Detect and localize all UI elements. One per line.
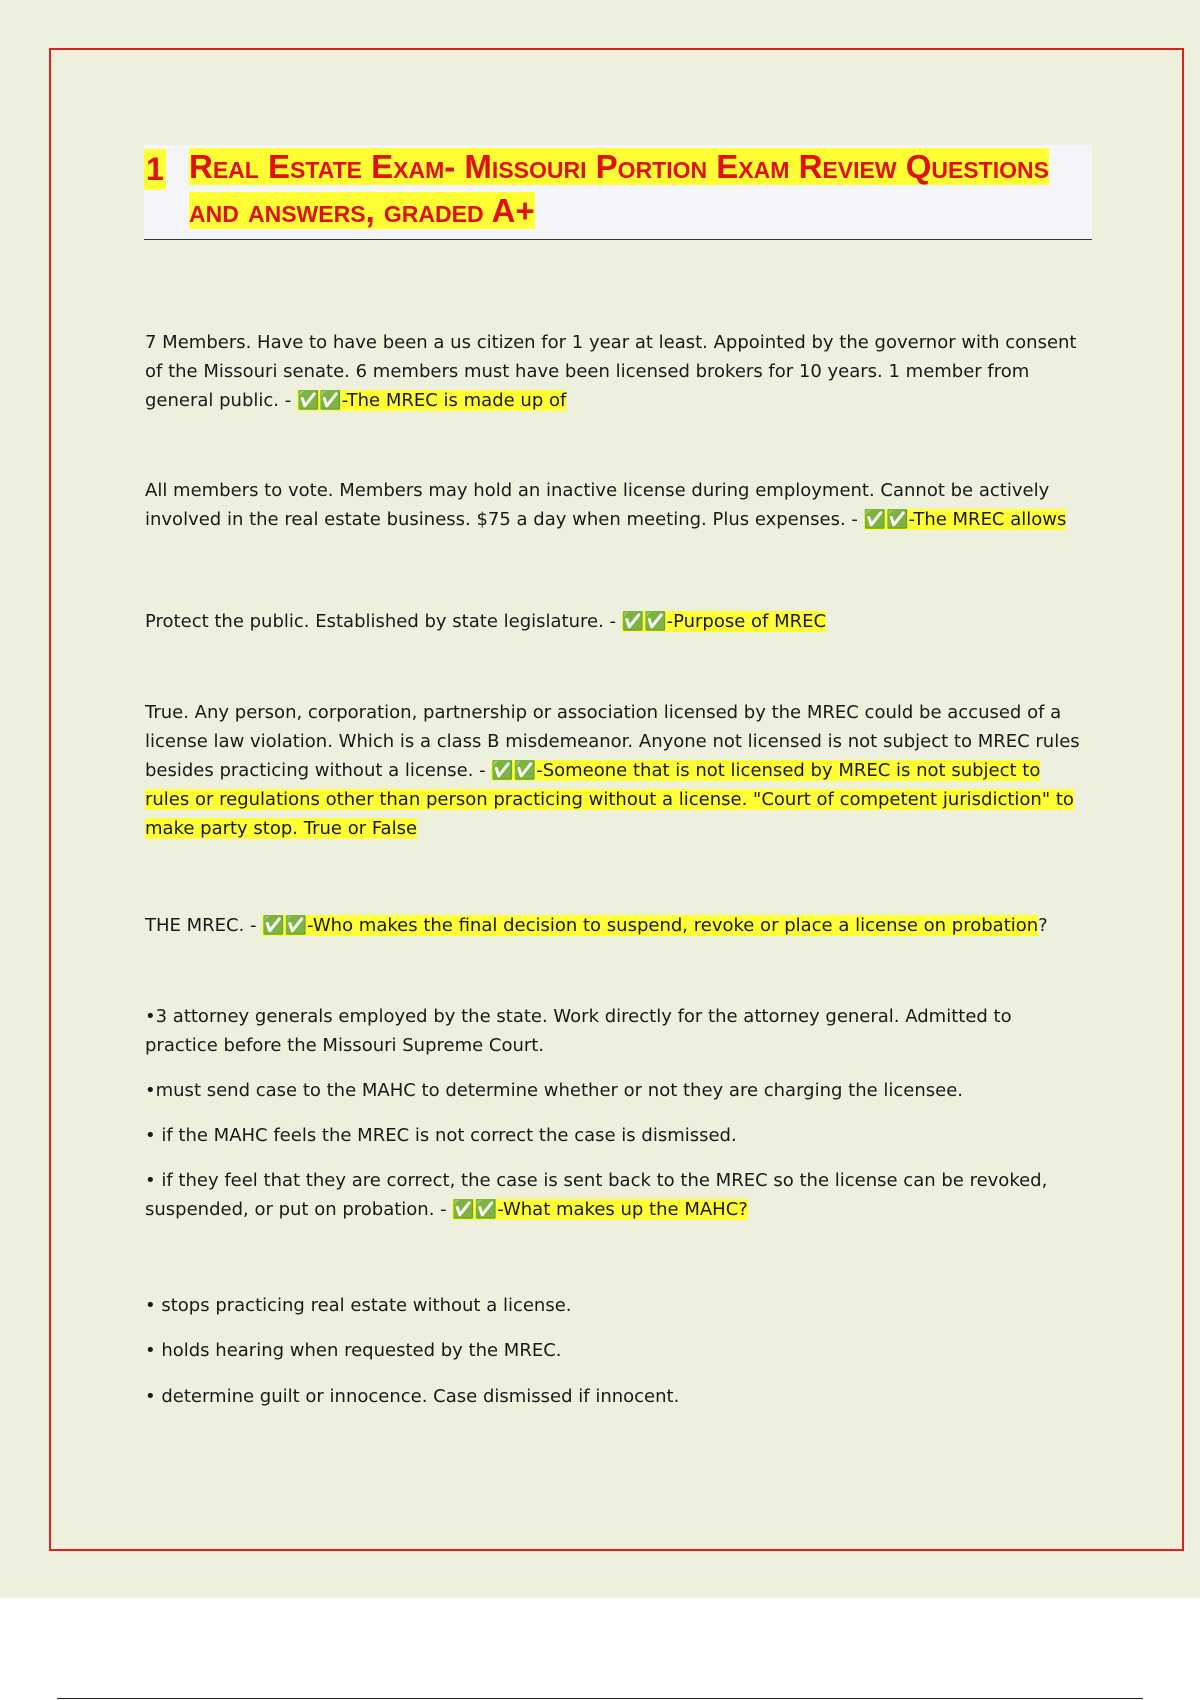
mahc-line: •must send case to the MAHC to determine whether or not they are charging the licensee.: [145, 1080, 964, 1101]
mahc-line: •3 attorney generals employed by the state. Work directly for the attorney general. Admitted to practice before the Missouri Supreme Court.: [145, 1006, 1012, 1056]
check-icon: ✅✅: [262, 915, 308, 936]
bullet-item: • holds hearing when requested by the MREC.: [145, 1340, 562, 1361]
footer-rule: [57, 1698, 1143, 1699]
check-icon: ✅✅: [863, 509, 909, 530]
bullet-item: • stops practicing real estate without a license.: [145, 1295, 572, 1316]
qa-entry: • if they feel that they are correct, the case is sent back to the MREC so the license can be revoked, suspended, or put on probation. - ✅✅-What makes up the MAHC?: [145, 1170, 1048, 1220]
document-title: [144, 145, 1092, 240]
check-icon: ✅✅: [296, 390, 342, 411]
title-number: 1: [144, 149, 166, 190]
bullet-item: • determine guilt or innocence. Case dismissed if innocent.: [145, 1386, 680, 1407]
check-icon: ✅✅: [621, 611, 667, 632]
title-text: Real Estate Exam- Missouri Portion Exam Review Questions and answers, graded A+: [189, 148, 1049, 229]
qa-entry: All members to vote. Members may hold an inactive license during employment. Cannot be actively involved in the real estate business. $75 a day when meeting. Plus expenses. - ✅✅-The MREC allows: [145, 480, 1067, 530]
qa-entry: True. Any person, corporation, partnership or association licensed by the MREC could be accused of a license law violation. Which is a class B misdemeanor. Anyone not licensed is not subject to MREC rules besides practicing without a license. - ✅✅-Someone that is not licensed by MREC is not subject to rules or regulations other than person practicing without a license. "Court of competent jurisdiction" to make party stop. True or False: [145, 702, 1080, 839]
qa-entry: Protect the public. Established by state legislature. - ✅✅-Purpose of MREC: [145, 611, 827, 632]
qa-entry: 7 Members. Have to have been a us citizen for 1 year at least. Appointed by the governor with consent of the Missouri senate. 6 members must have been licensed brokers for 10 years. 1 member from general public. - ✅✅-The MREC is made up of: [145, 332, 1077, 411]
check-icon: ✅✅: [491, 760, 537, 781]
check-icon: ✅✅: [452, 1199, 498, 1220]
mahc-line: • if the MAHC feels the MREC is not correct the case is dismissed.: [145, 1125, 737, 1146]
qa-entry: THE MREC. - ✅✅-Who makes the final decision to suspend, revoke or place a license on probation?: [145, 915, 1048, 936]
